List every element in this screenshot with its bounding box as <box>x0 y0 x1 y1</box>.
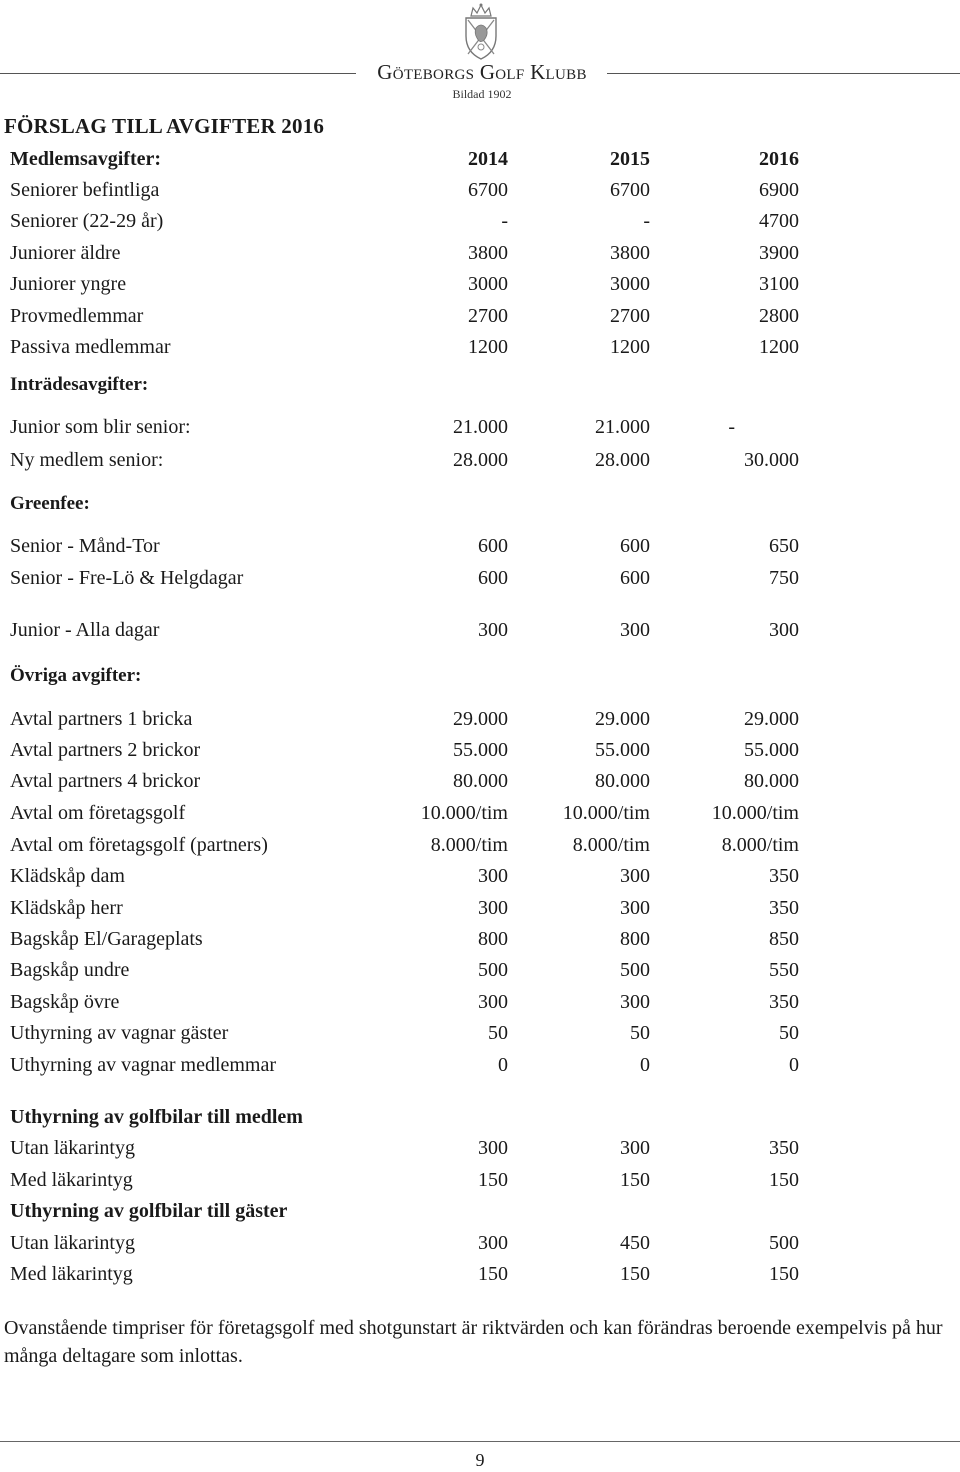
value-2015: 29.000 <box>595 708 650 730</box>
value-2015: 600 <box>620 535 650 557</box>
value-2014: 300 <box>478 865 508 887</box>
row-label: Senior - Månd-Tor <box>10 535 160 557</box>
value-2015: 28.000 <box>595 449 650 471</box>
value-2015: 0 <box>640 1054 650 1076</box>
row-label: Utan läkarintyg <box>10 1137 135 1159</box>
value-2015: 300 <box>620 1137 650 1159</box>
value-2015: - <box>643 210 650 232</box>
value-2014: 8.000/tim <box>430 834 508 856</box>
value-2016: 650 <box>769 535 799 557</box>
row-label: Bagskåp undre <box>10 959 130 981</box>
club-crest-logo <box>458 2 504 62</box>
row-label: Avtal partners 4 brickor <box>10 770 201 792</box>
value-2015: 300 <box>620 991 650 1013</box>
header-rule-left <box>0 73 356 74</box>
table-row <box>0 736 960 764</box>
table-row <box>0 1229 960 1257</box>
value-2015: 150 <box>620 1263 650 1285</box>
row-label: Uthyrning av vagnar gäster <box>10 1022 229 1044</box>
value-2014: 150 <box>478 1263 508 1285</box>
value-2016: 55.000 <box>744 739 799 761</box>
value-2015: 21.000 <box>595 416 650 438</box>
value-2014: 50 <box>488 1022 508 1044</box>
value-2014: 500 <box>478 959 508 981</box>
value-2016: 550 <box>769 959 799 981</box>
value-2015: 50 <box>630 1022 650 1044</box>
row-label: Juniorer äldre <box>10 242 121 264</box>
value-2014: 600 <box>478 535 508 557</box>
value-2014: 300 <box>478 897 508 919</box>
row-label: Klädskåp dam <box>10 865 125 887</box>
membership-heading: Medlemsavgifter: <box>10 148 162 170</box>
value-2015: 300 <box>620 865 650 887</box>
value-2015: 300 <box>620 897 650 919</box>
table-row <box>0 333 960 361</box>
value-2014: 28.000 <box>453 449 508 471</box>
table-row <box>0 956 960 984</box>
table-row <box>0 894 960 922</box>
row-label: Uthyrning av vagnar medlemmar <box>10 1054 277 1076</box>
table-row <box>0 925 960 953</box>
row-label: Avtal partners 1 bricka <box>10 708 193 730</box>
value-2014: 600 <box>478 567 508 589</box>
value-2015: 150 <box>620 1169 650 1191</box>
value-2016: 0 <box>789 1054 799 1076</box>
table-row <box>0 176 960 204</box>
value-2016: 3100 <box>759 273 799 295</box>
value-2016: 350 <box>769 897 799 919</box>
row-label: Senior - Fre-Lö & Helgdagar <box>10 567 244 589</box>
row-label: Juniorer yngre <box>10 273 127 295</box>
value-2015: 300 <box>620 619 650 641</box>
value-2014: 55.000 <box>453 739 508 761</box>
row-label: Passiva medlemmar <box>10 336 171 358</box>
row-label: Provmedlemmar <box>10 305 144 327</box>
value-2016: 4700 <box>759 210 799 232</box>
carts-guest-heading: Uthyrning av golfbilar till gäster <box>10 1200 288 1222</box>
value-2015: 1200 <box>610 336 650 358</box>
entry-fees-heading: Inträdesavgifter: <box>10 374 149 395</box>
table-row <box>0 1260 960 1288</box>
value-2014: 10.000/tim <box>420 802 508 824</box>
table-row <box>0 705 960 733</box>
table-row <box>0 862 960 890</box>
value-2014: 150 <box>478 1169 508 1191</box>
value-2015: 3000 <box>610 273 650 295</box>
table-row <box>0 446 960 474</box>
value-2016: 1200 <box>759 336 799 358</box>
value-2014: 1200 <box>468 336 508 358</box>
table-row <box>0 239 960 267</box>
value-2015: 450 <box>620 1232 650 1254</box>
table-row <box>0 831 960 859</box>
page-number: 9 <box>475 1450 485 1470</box>
value-2016: 350 <box>769 865 799 887</box>
value-2016: 30.000 <box>744 449 799 471</box>
value-2014: - <box>501 210 508 232</box>
table-row <box>0 413 960 441</box>
value-2016: 2800 <box>759 305 799 327</box>
value-2014: 6700 <box>468 179 508 201</box>
row-label: Avtal om företagsgolf <box>10 802 186 824</box>
table-row <box>0 988 960 1016</box>
table-row <box>0 564 960 592</box>
other-fees-heading: Övriga avgifter: <box>10 665 142 686</box>
value-2015: 500 <box>620 959 650 981</box>
value-2016: 6900 <box>759 179 799 201</box>
value-2014: 300 <box>478 1137 508 1159</box>
table-row <box>0 270 960 298</box>
row-label: Junior som blir senior: <box>10 416 191 438</box>
value-2014: 300 <box>478 1232 508 1254</box>
carts-member-heading: Uthyrning av golfbilar till medlem <box>10 1106 303 1128</box>
value-2015: 80.000 <box>595 770 650 792</box>
value-2014: 21.000 <box>453 416 508 438</box>
value-2016: 350 <box>769 991 799 1013</box>
row-label: Avtal partners 2 brickor <box>10 739 201 761</box>
value-2016: 8.000/tim <box>721 834 799 856</box>
value-2016: - <box>728 416 735 438</box>
value-2016: 300 <box>769 619 799 641</box>
document-title: FÖRSLAG TILL AVGIFTER 2016 <box>4 114 325 138</box>
value-2014: 80.000 <box>453 770 508 792</box>
value-2015: 10.000/tim <box>562 802 650 824</box>
row-label: Seniorer (22-29 år) <box>10 210 164 232</box>
value-2015: 600 <box>620 567 650 589</box>
row-label: Med läkarintyg <box>10 1169 133 1191</box>
value-2016: 150 <box>769 1169 799 1191</box>
table-row <box>0 302 960 330</box>
value-2016: 80.000 <box>744 770 799 792</box>
table-row <box>0 1134 960 1162</box>
value-2015: 8.000/tim <box>572 834 650 856</box>
value-2016: 350 <box>769 1137 799 1159</box>
founded-year: Bildad 1902 <box>452 87 512 101</box>
row-label: Bagskåp El/Garageplats <box>10 928 203 950</box>
value-2016: 750 <box>769 567 799 589</box>
greenfee-heading: Greenfee: <box>10 493 90 514</box>
year-2014: 2014 <box>468 148 508 170</box>
value-2015: 6700 <box>610 179 650 201</box>
footnote-text: Ovanstående timpriser för företagsgolf med shotgunstart är riktvärden och kan förändras beroende exempelvis på hur många deltagare som inlottas. <box>4 1317 943 1367</box>
value-2014: 3000 <box>468 273 508 295</box>
value-2015: 55.000 <box>595 739 650 761</box>
year-2015: 2015 <box>610 148 650 170</box>
value-2016: 500 <box>769 1232 799 1254</box>
row-label: Bagskåp övre <box>10 991 120 1013</box>
table-row <box>0 616 960 644</box>
value-2014: 29.000 <box>453 708 508 730</box>
row-label: Utan läkarintyg <box>10 1232 135 1254</box>
value-2014: 300 <box>478 991 508 1013</box>
row-label: Seniorer befintliga <box>10 179 160 201</box>
value-2015: 800 <box>620 928 650 950</box>
value-2016: 29.000 <box>744 708 799 730</box>
table-row <box>0 207 960 235</box>
year-2016: 2016 <box>759 148 799 170</box>
value-2014: 800 <box>478 928 508 950</box>
table-row <box>0 532 960 560</box>
value-2015: 2700 <box>610 305 650 327</box>
table-row <box>0 1166 960 1194</box>
membership-header-row <box>0 145 960 173</box>
club-name: Göteborgs Golf Klubb <box>377 60 587 84</box>
value-2016: 150 <box>769 1263 799 1285</box>
header-rule-right <box>607 73 960 74</box>
value-2014: 0 <box>498 1054 508 1076</box>
value-2015: 3800 <box>610 242 650 264</box>
value-2014: 300 <box>478 619 508 641</box>
table-row <box>0 799 960 827</box>
value-2014: 3800 <box>468 242 508 264</box>
row-label: Junior - Alla dagar <box>10 619 160 641</box>
value-2014: 2700 <box>468 305 508 327</box>
value-2016: 850 <box>769 928 799 950</box>
value-2016: 3900 <box>759 242 799 264</box>
footer-rule <box>0 1441 960 1442</box>
value-2016: 10.000/tim <box>711 802 799 824</box>
row-label: Ny medlem senior: <box>10 449 164 471</box>
table-row <box>0 767 960 795</box>
table-row <box>0 1019 960 1047</box>
row-label: Klädskåp herr <box>10 897 123 919</box>
row-label: Med läkarintyg <box>10 1263 133 1285</box>
value-2016: 50 <box>779 1022 799 1044</box>
table-row <box>0 1051 960 1079</box>
row-label: Avtal om företagsgolf (partners) <box>10 834 268 856</box>
